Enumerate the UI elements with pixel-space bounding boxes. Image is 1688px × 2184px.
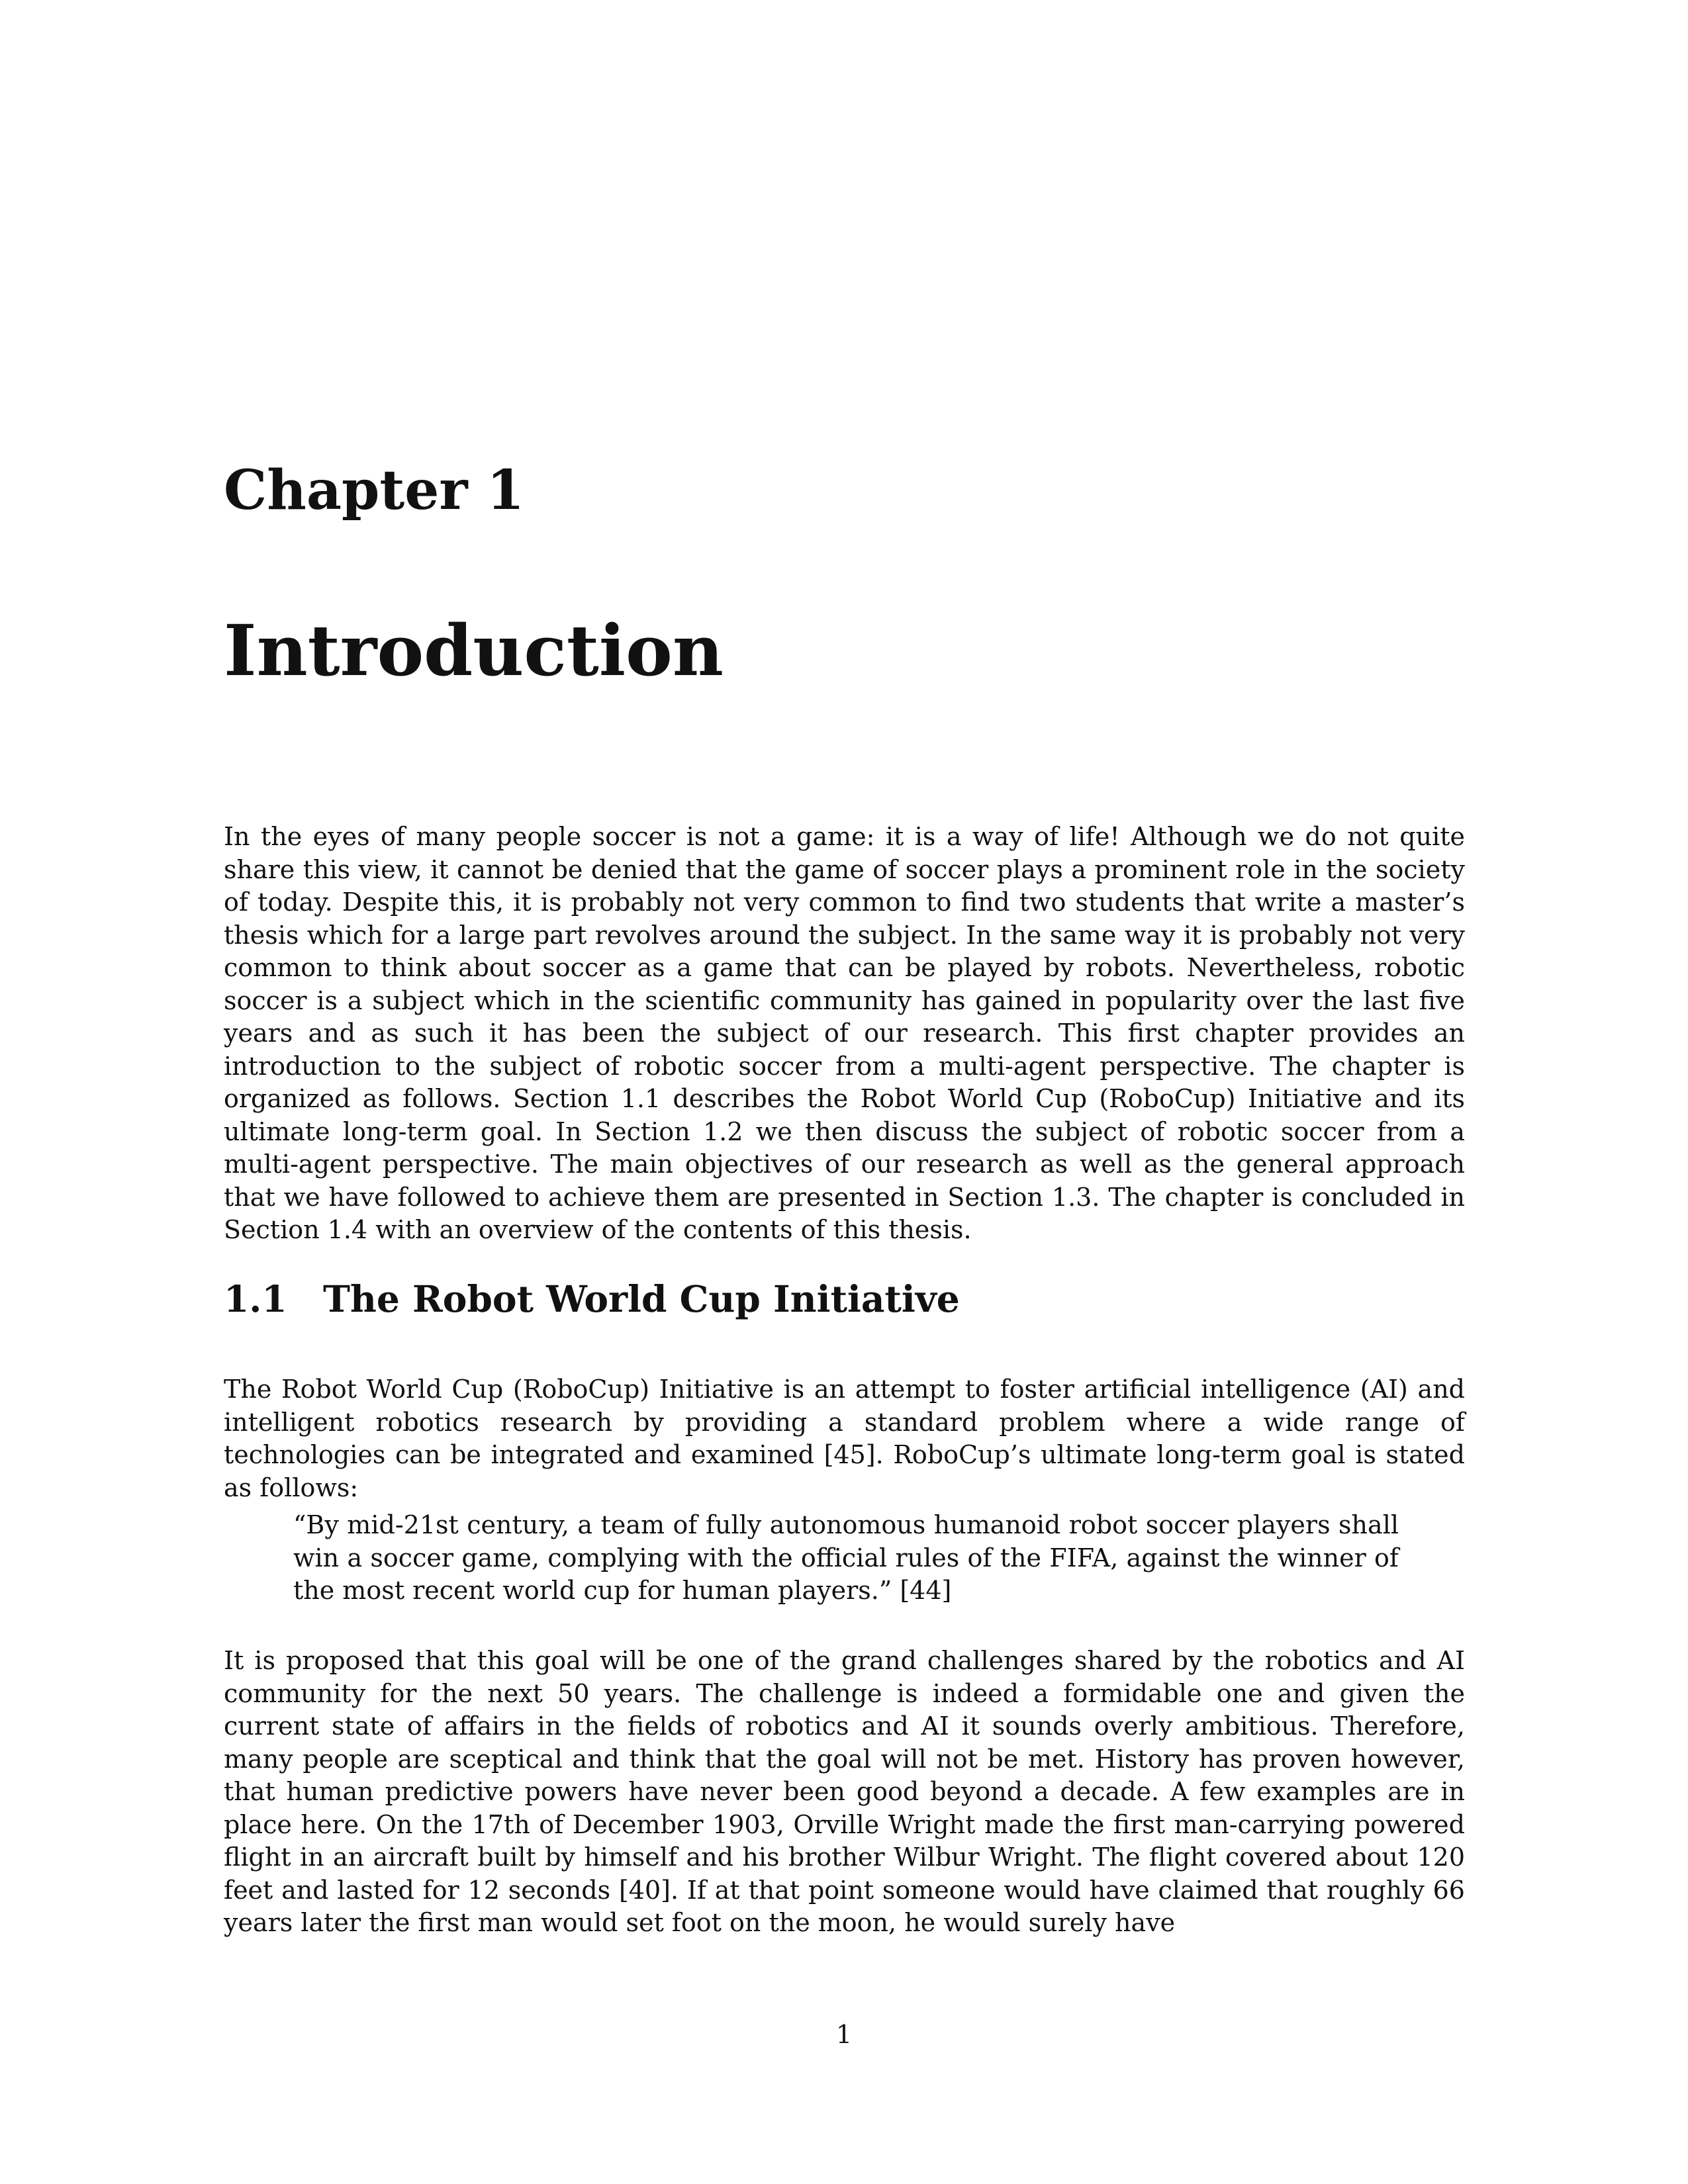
robocup-paragraph: The Robot World Cup (RoboCup) Initiative is an attempt to foster artificial intelligence (AI) and intelligent robotics research by providing a standard problem where a wide range of technologies can be integrated and examined [45]. RoboCup’s ultimate long-term goal is stated as follows: bbox=[224, 1375, 1465, 1502]
chapter-label: Chapter 1 bbox=[224, 459, 525, 522]
section-title: The Robot World Cup Initiative bbox=[323, 1277, 960, 1320]
section-heading bbox=[224, 1277, 960, 1320]
section-number: 1.1 bbox=[224, 1277, 287, 1320]
intro-paragraph: In the eyes of many people soccer is not a game: it is a way of life! Although we do not quite share this view, it cannot be denied that the game of soccer plays a prominent role in the society of today. Despite this, it is probably not very common to find two students that write a master’s thesis which for a large part revolves around the subject. In the same way it is probably not very common to think about soccer as a game that can be played by robots. Nevertheless, robotic soccer is a subject which in the scientific community has gained in popularity over the last five years and as such it has been the subject of our research. This first chapter provides an introduction to the subject of robotic soccer from a multi-agent perspective. The chapter is organized as follows. Section 1.1 describes the Robot World Cup (RoboCup) Initiative and its ultimate long-term goal. In Section 1.2 we then discuss the subject of robotic soccer from a multi-agent perspective. The main objectives of our research as well as the general approach that we have followed to achieve them are presented in Section 1.3. The chapter is concluded in Section 1.4 with an overview of the contents of this thesis. bbox=[224, 822, 1465, 1244]
goal-paragraph: It is proposed that this goal will be one of the grand challenges shared by the robotics and AI community for the next 50 years. The challenge is indeed a formidable one and given the current state of affairs in the fields of robotics and AI it sounds overly ambitious. Therefore, many people are sceptical and think that the goal will not be met. History has proven however, that human predictive powers have never been good beyond a decade. A few examples are in place here. On the 17th of December 1903, Orville Wright made the first man-carrying powered flight in an aircraft built by himself and his brother Wilbur Wright. The flight covered about 120 feet and lasted for 12 seconds [40]. If at that point someone would have claimed that roughly 66 years later the first man would set foot on the moon, he would surely have bbox=[224, 1646, 1465, 1937]
robocup-goal-quote: “By mid-21st century, a team of fully autonomous humanoid robot soccer players shall win a soccer game, complying with the official rules of the FIFA, against the winner of the most recent world cup for human players.” [44] bbox=[293, 1510, 1399, 1605]
chapter-title: Introduction bbox=[224, 609, 724, 692]
page-number: 1 bbox=[835, 2020, 853, 2049]
